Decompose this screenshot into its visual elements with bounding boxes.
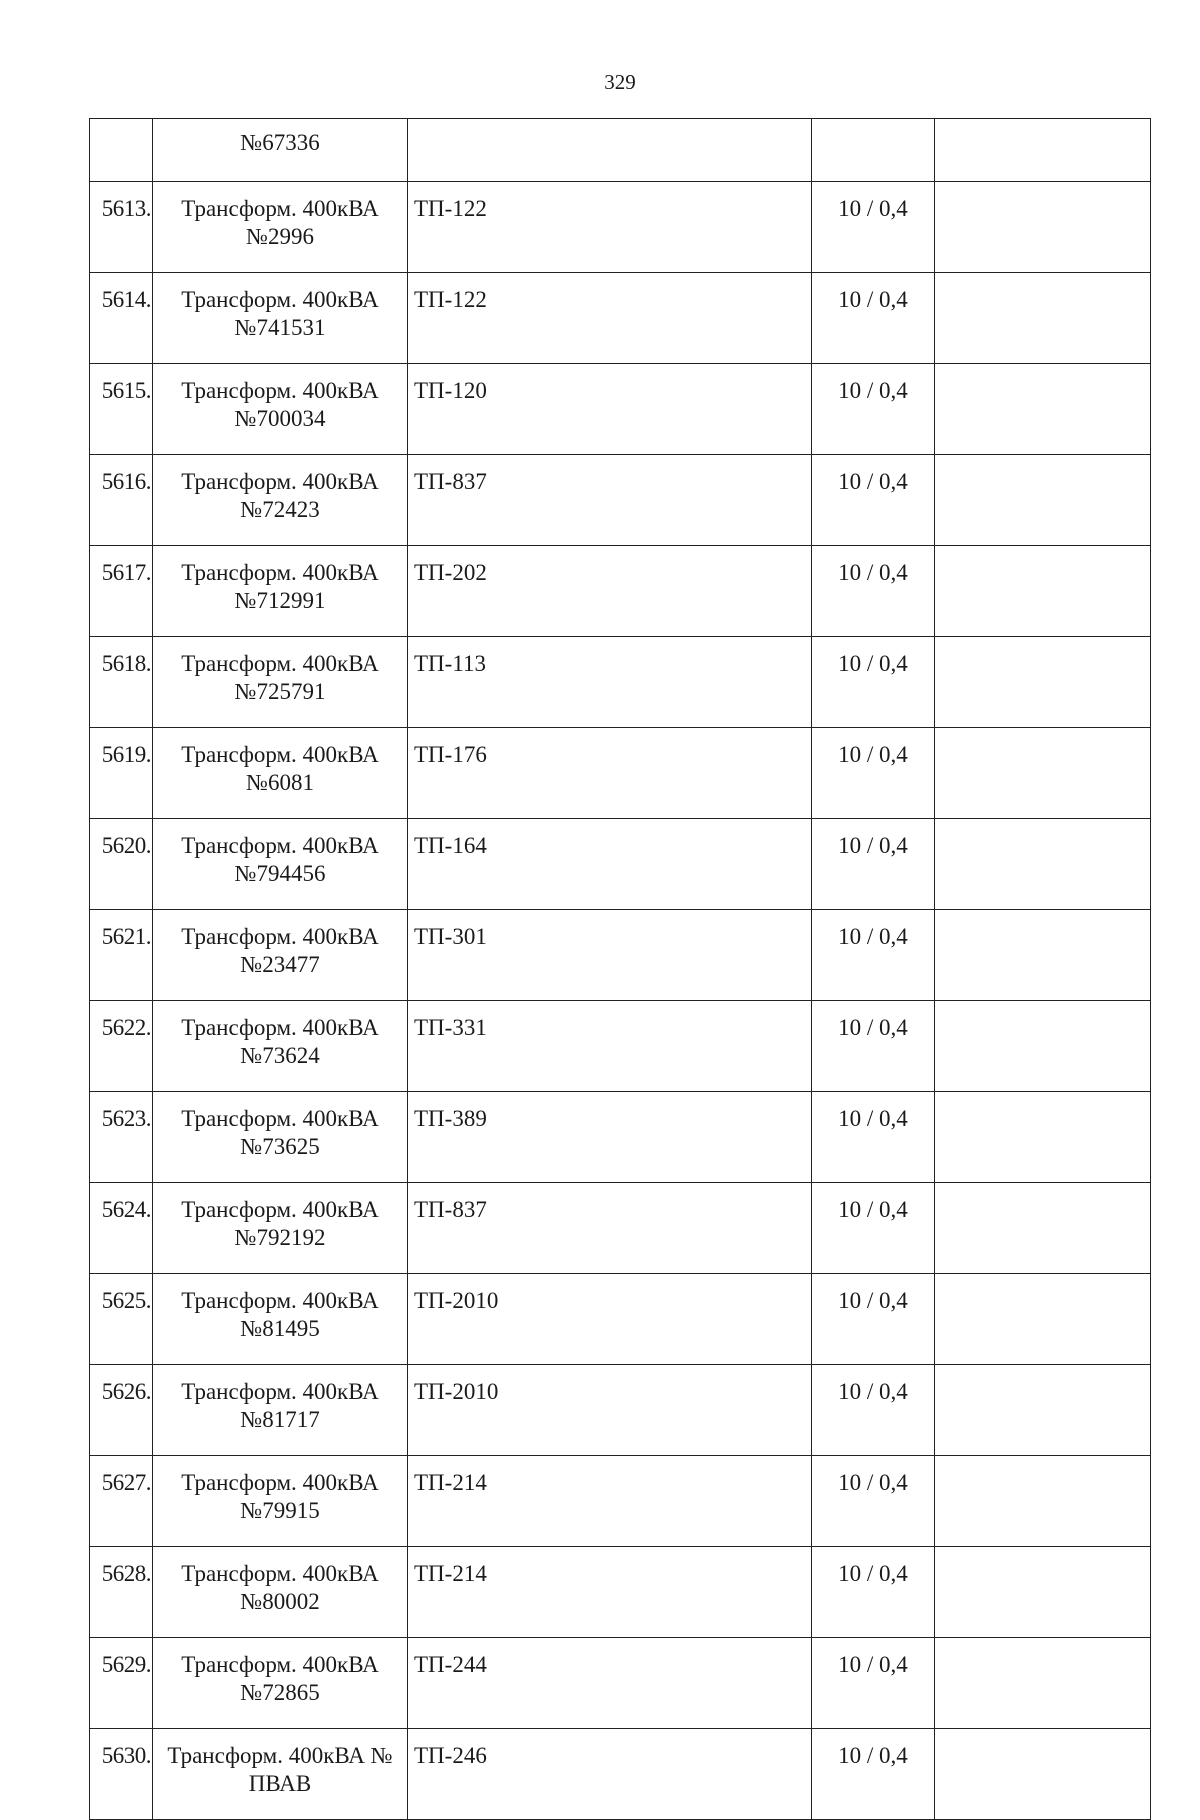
voltage-cell: 10 / 0,4 bbox=[812, 1638, 935, 1729]
location-cell: ТП-122 bbox=[408, 182, 812, 273]
table-row bbox=[90, 819, 1151, 910]
equipment-name-cell: Трансформ. 400кВА №79915 bbox=[153, 1456, 408, 1547]
table-row bbox=[90, 1092, 1151, 1183]
extra-cell bbox=[935, 1456, 1151, 1547]
location-cell: ТП-389 bbox=[408, 1092, 812, 1183]
voltage-cell: 10 / 0,4 bbox=[812, 455, 935, 546]
row-number-cell: 5617. bbox=[90, 546, 153, 637]
table-row bbox=[90, 182, 1151, 273]
table-row bbox=[90, 1365, 1151, 1456]
table-row bbox=[90, 1638, 1151, 1729]
row-number-cell: 5622. bbox=[90, 1001, 153, 1092]
voltage-cell: 10 / 0,4 bbox=[812, 1092, 935, 1183]
equipment-name-cell: Трансформ. 400кВА №741531 bbox=[153, 273, 408, 364]
table-row bbox=[90, 1456, 1151, 1547]
extra-cell bbox=[935, 819, 1151, 910]
extra-cell bbox=[935, 273, 1151, 364]
location-cell: ТП-113 bbox=[408, 637, 812, 728]
location-cell: ТП-214 bbox=[408, 1547, 812, 1638]
voltage-cell: 10 / 0,4 bbox=[812, 1547, 935, 1638]
location-cell: ТП-244 bbox=[408, 1638, 812, 1729]
equipment-name-cell: Трансформ. 400кВА №6081 bbox=[153, 728, 408, 819]
location-cell: ТП-202 bbox=[408, 546, 812, 637]
voltage-cell: 10 / 0,4 bbox=[812, 1183, 935, 1274]
table-row bbox=[90, 364, 1151, 455]
table-row bbox=[90, 1274, 1151, 1365]
voltage-cell: 10 / 0,4 bbox=[812, 728, 935, 819]
voltage-cell: 10 / 0,4 bbox=[812, 1274, 935, 1365]
location-cell: ТП-164 bbox=[408, 819, 812, 910]
voltage-cell: 10 / 0,4 bbox=[812, 910, 935, 1001]
row-number-cell: 5619. bbox=[90, 728, 153, 819]
table-row bbox=[90, 1729, 1151, 1820]
equipment-name-cell: Трансформ. 400кВА №794456 bbox=[153, 819, 408, 910]
voltage-cell: 10 / 0,4 bbox=[812, 182, 935, 273]
row-number-cell: 5621. bbox=[90, 910, 153, 1001]
equipment-name-cell: Трансформ. 400кВА №2996 bbox=[153, 182, 408, 273]
location-cell: ТП-837 bbox=[408, 455, 812, 546]
location-cell: ТП-120 bbox=[408, 364, 812, 455]
extra-cell bbox=[935, 637, 1151, 728]
equipment-name-cell: Трансформ. 400кВА №725791 bbox=[153, 637, 408, 728]
extra-cell bbox=[935, 910, 1151, 1001]
location-cell: ТП-2010 bbox=[408, 1365, 812, 1456]
row-number-cell: 5620. bbox=[90, 819, 153, 910]
row-number-cell: 5627. bbox=[90, 1456, 153, 1547]
row-number-cell: 5630. bbox=[90, 1729, 153, 1820]
table-row bbox=[90, 546, 1151, 637]
equipment-name-cell: Трансформ. 400кВА № ПВАВ bbox=[153, 1729, 408, 1820]
equipment-table bbox=[89, 118, 1151, 1820]
table-row-continuation bbox=[90, 119, 1151, 182]
extra-cell bbox=[935, 1001, 1151, 1092]
row-number-cell: 5614. bbox=[90, 273, 153, 364]
extra-cell bbox=[935, 455, 1151, 546]
table-row bbox=[90, 728, 1151, 819]
extra-cell bbox=[935, 119, 1151, 182]
location-cell: ТП-214 bbox=[408, 1456, 812, 1547]
page-number: 329 bbox=[604, 70, 636, 94]
row-number-cell: 5628. bbox=[90, 1547, 153, 1638]
extra-cell bbox=[935, 1183, 1151, 1274]
location-cell: ТП-837 bbox=[408, 1183, 812, 1274]
extra-cell bbox=[935, 1092, 1151, 1183]
location-cell: ТП-331 bbox=[408, 1001, 812, 1092]
row-number-cell: 5616. bbox=[90, 455, 153, 546]
equipment-name-cell: Трансформ. 400кВА №80002 bbox=[153, 1547, 408, 1638]
equipment-name-cell: Трансформ. 400кВА №72865 bbox=[153, 1638, 408, 1729]
location-cell: ТП-2010 bbox=[408, 1274, 812, 1365]
equipment-name-cell: Трансформ. 400кВА №792192 bbox=[153, 1183, 408, 1274]
location-cell: ТП-122 bbox=[408, 273, 812, 364]
row-number-cell: 5615. bbox=[90, 364, 153, 455]
equipment-name-cell: Трансформ. 400кВА №712991 bbox=[153, 546, 408, 637]
equipment-name-cell: Трансформ. 400кВА №81495 bbox=[153, 1274, 408, 1365]
row-number-cell: 5613. bbox=[90, 182, 153, 273]
voltage-cell: 10 / 0,4 bbox=[812, 1365, 935, 1456]
location-cell: ТП-301 bbox=[408, 910, 812, 1001]
location-cell: ТП-176 bbox=[408, 728, 812, 819]
equipment-name-cell: Трансформ. 400кВА №73624 bbox=[153, 1001, 408, 1092]
voltage-cell: 10 / 0,4 bbox=[812, 1001, 935, 1092]
table-row bbox=[90, 910, 1151, 1001]
extra-cell bbox=[935, 1365, 1151, 1456]
equipment-name-cell: Трансформ. 400кВА №23477 bbox=[153, 910, 408, 1001]
voltage-cell bbox=[812, 119, 935, 182]
extra-cell bbox=[935, 546, 1151, 637]
table-row bbox=[90, 455, 1151, 546]
extra-cell bbox=[935, 728, 1151, 819]
equipment-name-cell: Трансформ. 400кВА №81717 bbox=[153, 1365, 408, 1456]
voltage-cell: 10 / 0,4 bbox=[812, 819, 935, 910]
equipment-name-cell: Трансформ. 400кВА №700034 bbox=[153, 364, 408, 455]
extra-cell bbox=[935, 1729, 1151, 1820]
equipment-name-cell: №67336 bbox=[153, 119, 408, 182]
voltage-cell: 10 / 0,4 bbox=[812, 273, 935, 364]
table-row bbox=[90, 273, 1151, 364]
location-cell bbox=[408, 119, 812, 182]
row-number-cell: 5626. bbox=[90, 1365, 153, 1456]
row-number-cell: 5625. bbox=[90, 1274, 153, 1365]
equipment-name-cell: Трансформ. 400кВА №72423 bbox=[153, 455, 408, 546]
table-row bbox=[90, 637, 1151, 728]
row-number-cell bbox=[90, 119, 153, 182]
table-row bbox=[90, 1001, 1151, 1092]
extra-cell bbox=[935, 1638, 1151, 1729]
extra-cell bbox=[935, 1274, 1151, 1365]
row-number-cell: 5623. bbox=[90, 1092, 153, 1183]
row-number-cell: 5624. bbox=[90, 1183, 153, 1274]
voltage-cell: 10 / 0,4 bbox=[812, 637, 935, 728]
extra-cell bbox=[935, 364, 1151, 455]
voltage-cell: 10 / 0,4 bbox=[812, 364, 935, 455]
table-row bbox=[90, 1547, 1151, 1638]
voltage-cell: 10 / 0,4 bbox=[812, 1456, 935, 1547]
location-cell: ТП-246 bbox=[408, 1729, 812, 1820]
row-number-cell: 5618. bbox=[90, 637, 153, 728]
table-row bbox=[90, 1183, 1151, 1274]
row-number-cell: 5629. bbox=[90, 1638, 153, 1729]
equipment-name-cell: Трансформ. 400кВА №73625 bbox=[153, 1092, 408, 1183]
extra-cell bbox=[935, 182, 1151, 273]
voltage-cell: 10 / 0,4 bbox=[812, 1729, 935, 1820]
extra-cell bbox=[935, 1547, 1151, 1638]
voltage-cell: 10 / 0,4 bbox=[812, 546, 935, 637]
